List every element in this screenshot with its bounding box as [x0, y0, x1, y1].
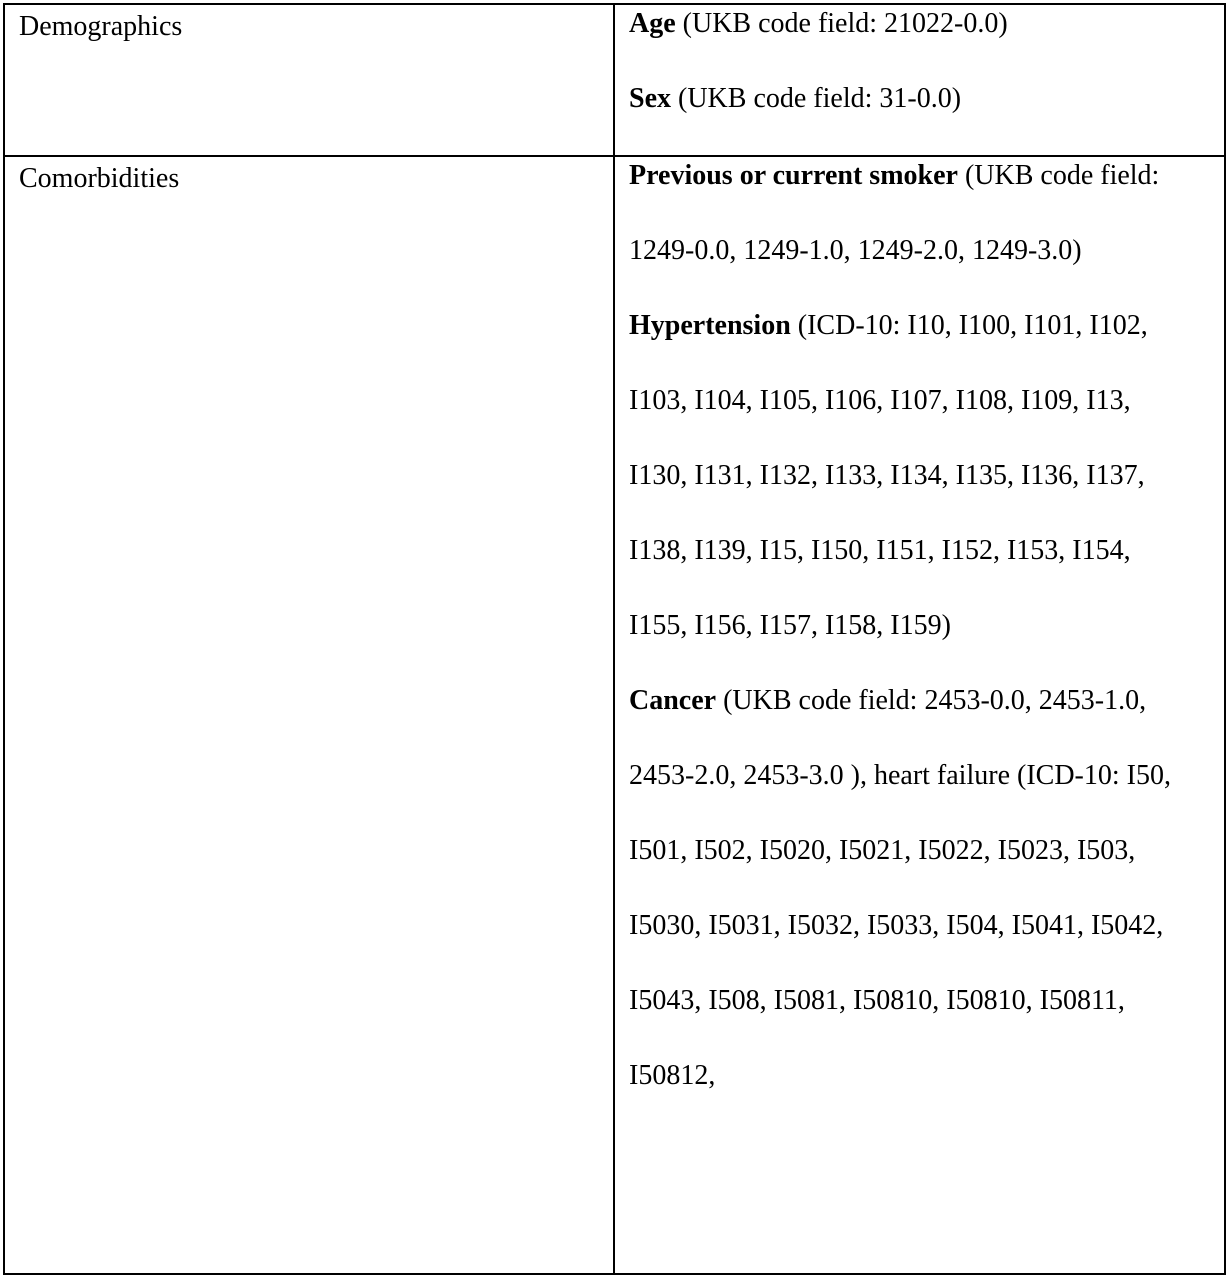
label-cell	[4, 156, 614, 1274]
table-row-comorbidities	[4, 156, 1225, 1274]
entry-name: Sex	[629, 83, 671, 114]
value-cell	[614, 4, 1225, 156]
table-row-demographics	[4, 4, 1225, 156]
entry-cancer	[629, 663, 1194, 1113]
label-cell	[4, 4, 614, 156]
row-label-comorbidities: Comorbidities	[19, 163, 180, 194]
entry-name: Previous or current smoker	[629, 160, 958, 191]
row-label-demographics: Demographics	[19, 11, 183, 42]
entry-name: Hypertension	[629, 310, 791, 341]
entry-age	[629, 0, 1194, 61]
entry-name: Age	[629, 8, 676, 39]
entry-sex	[629, 61, 1194, 136]
entry-detail: (UKB code field: 21022-0.0)	[675, 8, 1008, 39]
value-cell	[614, 156, 1225, 1274]
entry-detail: (UKB code field: 1249-0.0, 1249-1.0, 1249-2.0, 1249-3.0)	[629, 160, 1160, 266]
entry-hypertension	[629, 288, 1194, 663]
variables-table	[3, 3, 1226, 1275]
value-list-demographics	[615, 0, 1224, 136]
entry-detail: (UKB code field: 31-0.0)	[671, 83, 962, 114]
value-list-comorbidities	[615, 138, 1224, 1113]
entry-detail: (ICD-10: I10, I100, I101, I102, I103, I104, I105, I106, I107, I108, I109, I13, I130, I131, I132, I133, I134, I135, I136, I137, I138, I139, I15, I150, I151, I152, I153, I154, I155, I156, I157, I158, I159)	[629, 310, 1148, 641]
entry-detail: (UKB code field: 2453-0.0, 2453-1.0, 2453-2.0, 2453-3.0 ), heart failure (ICD-10: I50, I501, I502, I5020, I5021, I5022, I5023, I503, I5030, I5031, I5032, I5033, I504, I5041, I5042, I5043, I508, I5081, I50810, I50810, I50811, I50812,	[629, 685, 1171, 1091]
entry-name: Cancer	[629, 685, 717, 716]
entry-smoker	[629, 138, 1194, 288]
